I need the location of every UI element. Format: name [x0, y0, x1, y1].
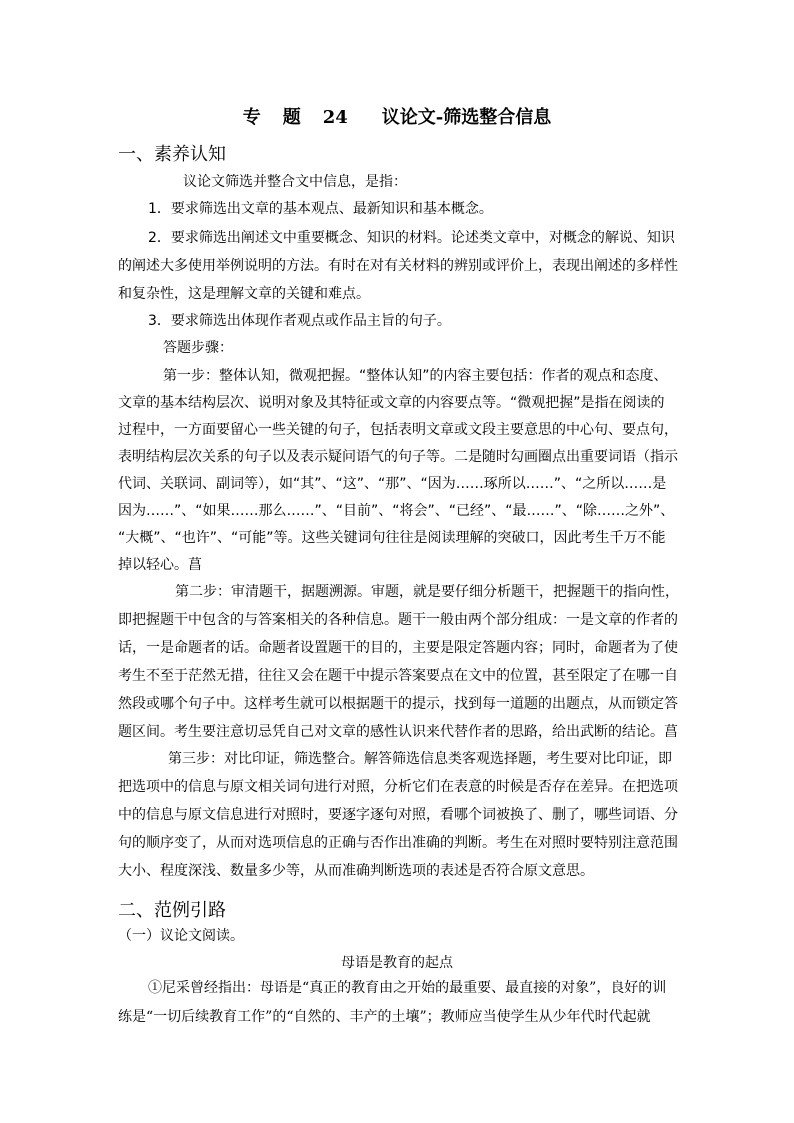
step1-line-2: 文章的基本结构层次、说明对象及其特征或文章的内容要点等。“微观把握”是指在阅读的: [118, 395, 665, 411]
step1-line-8: 掉以轻心。菖: [118, 557, 202, 573]
step3-line-5: 大小、程度深浅、数量多少等，从而准确判断选项的表述是否符合原文意思。: [118, 863, 594, 879]
steps-heading: 答题步骤：: [163, 340, 233, 356]
subsection-1-label: （一）议论文阅读。: [118, 928, 244, 944]
step3-line-1: 第三步：对比印证，筛选整合。解答筛选信息类客观选择题，考生要对比印证，即: [168, 751, 672, 767]
article-title: 母语是教育的起点: [341, 955, 453, 971]
step2-line-1: 第二步：审清题干，据题溯源。审题，就是要仔细分析题干，把握题干的指向性，: [175, 584, 679, 600]
title-part-topic: 议论文-筛选整合信息: [381, 107, 552, 128]
step1-line-1: 第一步：整体认知，微观把握。“整体认知”的内容主要包括：作者的观点和态度、: [163, 368, 668, 384]
article-line-1: ①尼采曾经指出：母语是“真正的教育由之开始的最重要、最直接的对象”，良好的训: [148, 980, 667, 996]
step1-line-7: “大概”、“也许”、“可能”等。这些关键词句往往是阅读理解的突破口，因此考生千万不能: [118, 530, 666, 546]
step2-line-2: 即把握题干中包含的与答案相关的各种信息。题干一般由两个部分组成：一是文章的作者的: [118, 612, 678, 628]
section2-heading: 二、范例引路: [118, 900, 226, 921]
section1-heading: 一、素养认知: [118, 144, 226, 165]
title-part-1: 专: [242, 107, 261, 128]
title-part-2: 题: [282, 107, 301, 128]
step1-line-5: 代词、关联词、副词等），如“其”、“这”、“那”、“因为……琢所以……”、“之所以……是: [118, 476, 667, 492]
title-part-number: 24: [322, 107, 348, 128]
page-title: [0, 103, 794, 129]
step2-line-3: 话，一是命题者的话。命题者设置题干的目的，主要是限定答题内容；同时，命题者为了使: [118, 640, 678, 656]
point-2-line-1: 2．要求筛选出阐述文中重要概念、知识的材料。论述类文章中，对概念的解说、知识: [148, 230, 675, 246]
step3-line-3: 中的信息与原文信息进行对照时，要逐字逐句对照，看哪个词被换了、删了，哪些词语、分: [118, 807, 678, 823]
point-1: 1．要求筛选出文章的基本观点、最新知识和基本概念。: [148, 201, 493, 217]
step1-line-6: 因为……”、“如果……那么……”、“目前”、“将会”、“已经”、“最……”、“除……之外”、: [118, 503, 675, 519]
article-line-2: 练是“一切后续教育工作”的“自然的、丰产的土壤”；教师应当使学生从少年代时代起就: [118, 1009, 651, 1025]
point-3: 3．要求筛选出体现作者观点或作品主旨的句子。: [148, 313, 451, 329]
step1-line-4: 表明结构层次关系的句子以及表示疑问语气的句子等。二是随时勾画圈点出重要词语（指示: [118, 449, 678, 465]
step2-line-4: 考生不至于茫然无措，往往又会在题干中提示答案要点在文中的位置，甚至限定了在哪一自: [118, 668, 678, 684]
point-2-line-3: 和复杂性，这是理解文章的关键和难点。: [118, 286, 370, 302]
step3-line-2: 把选项中的信息与原文相关词句进行对照，分析它们在表意的时候是否存在差异。在把选项: [118, 779, 678, 795]
step2-line-6: 题区间。考生要注意切忌凭自己对文章的感性认识来代替作者的思路，给出武断的结论。菖: [118, 724, 678, 740]
intro-line: 议论文筛选并整合文中信息，是指：: [183, 174, 407, 190]
point-2-line-2: 的阐述大多使用举例说明的方法。有时在对有关材料的辨别或评价上，表现出阐述的多样性: [118, 258, 678, 274]
step3-line-4: 句的顺序变了，从而对选项信息的正确与否作出准确的判断。考生在对照时要特别注意范围: [118, 835, 678, 851]
step1-line-3: 过程中，一方面要留心一些关键的句子，包括表明文章或文段主要意思的中心句、要点句，: [118, 422, 678, 438]
step2-line-5: 然段或哪个句子中。这样考生就可以根据题干的提示，找到每一道题的出题点，从而锁定答: [118, 696, 678, 712]
